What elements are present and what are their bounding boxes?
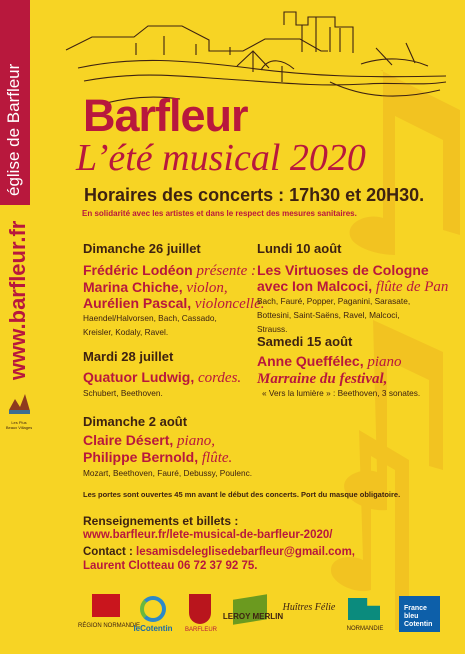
sanitary-note: En solidarité avec les artistes et dans le respect des mesures sanitaires. [82,209,357,218]
logo-label: LEROY MERLIN [222,612,284,621]
artist-role: violon, [182,280,228,296]
artist-role: violoncelle. [191,296,265,312]
concert-date: Dimanche 26 juillet [83,241,201,256]
svg-text:Les Plus: Les Plus [11,420,27,425]
festival-patron-note: Marraine du festival, [257,371,388,387]
svg-text:Beaux Villages: Beaux Villages [6,425,32,430]
artist-name: Les Virtuoses de Cologne [257,262,429,278]
concert-date: Dimanche 2 août [83,414,188,429]
concert-hours: Horaires des concerts : 17h30 et 20H30. [84,185,425,205]
church-vertical-label: église de Barfleur [4,63,23,196]
doors-note: Les portes sont ouvertes 45 mn avant le début des concerts. Port du masque obligatoire. [83,490,401,499]
concert-artist-line [83,369,241,387]
logo-label: leCotentin [133,624,173,633]
concert-artist-line [257,353,402,371]
concert-program: Mozart, Beethoven, Fauré, Debussy, Poulenc. [83,468,253,478]
artist-name: Anne Queffélec, [257,353,364,369]
concert-artist-line [257,262,429,278]
concert-program: Schubert, Beethoven. [83,388,163,398]
sponsor-logos [75,592,460,647]
artist-name: Quatuor Ludwig, [83,369,195,385]
contact-phone: Laurent Clotteau 06 72 37 92 75. [83,560,258,572]
artist-role: présente : [192,263,256,279]
artist-name: Aurélien Pascal, [83,295,192,311]
artist-name: avec Ion Malcoci, [257,278,373,294]
concert-program: Haendel/Halvorsen, Bach, Cassado, Kreisler, Kodaly, Ravel. [83,313,217,337]
artist-name: Philippe Bernold, [83,449,199,465]
email-link[interactable]: lesamisdeleglisedebarfleur@gmail.com, [136,546,355,558]
cotentin-icon [140,596,166,622]
concert-program: Bach, Fauré, Popper, Paganini, Sarasate, Bottesini, Saint-Saëns, Ravel, Malcoci, Strauss. [257,296,411,334]
beaux-villages-logo [6,386,32,436]
logo-label: NORMANDIE [346,626,384,632]
concert-artist-line [83,449,232,467]
left-vertical-band [0,0,30,654]
huitres-felie-logo [283,592,335,638]
artist-role: cordes. [194,370,242,386]
artist-name: Marina Chiche, [83,279,183,295]
artist-role: piano [363,354,402,370]
artist-name: Claire Désert, [83,432,174,448]
crest-icon [189,594,211,624]
festival-link[interactable]: www.barfleur.fr/lete-musical-de-barfleur-2020/ [83,529,333,541]
concert-date: Mardi 28 juillet [83,349,174,364]
credit-agricole-icon [348,598,380,620]
logo-label: BARFLEUR [184,627,217,633]
festival-subtitle: L’été musical 2020 [76,137,366,179]
logo-label: RÉGION NORMANDIE [77,623,140,629]
festival-title: Barfleur [83,90,248,141]
concert-date: Samedi 15 août [257,334,353,349]
concert-date: Lundi 10 août [257,241,342,256]
barfleur-crest-logo [181,592,221,638]
artist-role: flûte de Pan [372,279,449,295]
artist-role: flûte. [198,450,233,466]
concert-program: « Vers la lumière » : Beethoven, 3 sonates. [262,388,421,398]
lion-flag-icon [92,594,120,617]
contact-title: Renseignements et billets : [83,514,239,528]
contact-label: Contact : [83,546,133,558]
contact-email-line [83,546,355,558]
concert-artist-line [83,432,215,450]
credit-agricole-logo [338,592,392,638]
france-bleu-logo [398,592,446,638]
website-vertical-label: www.barfleur.fr [5,220,30,380]
logo-label: Huîtres Félie [282,602,336,613]
concert-artist-line [83,262,256,280]
artist-name: Frédéric Lodéon [83,262,193,278]
leroy-merlin-logo [224,592,282,638]
logo-label: France bleu Cotentin [404,605,433,628]
artist-role: piano, [173,433,215,449]
